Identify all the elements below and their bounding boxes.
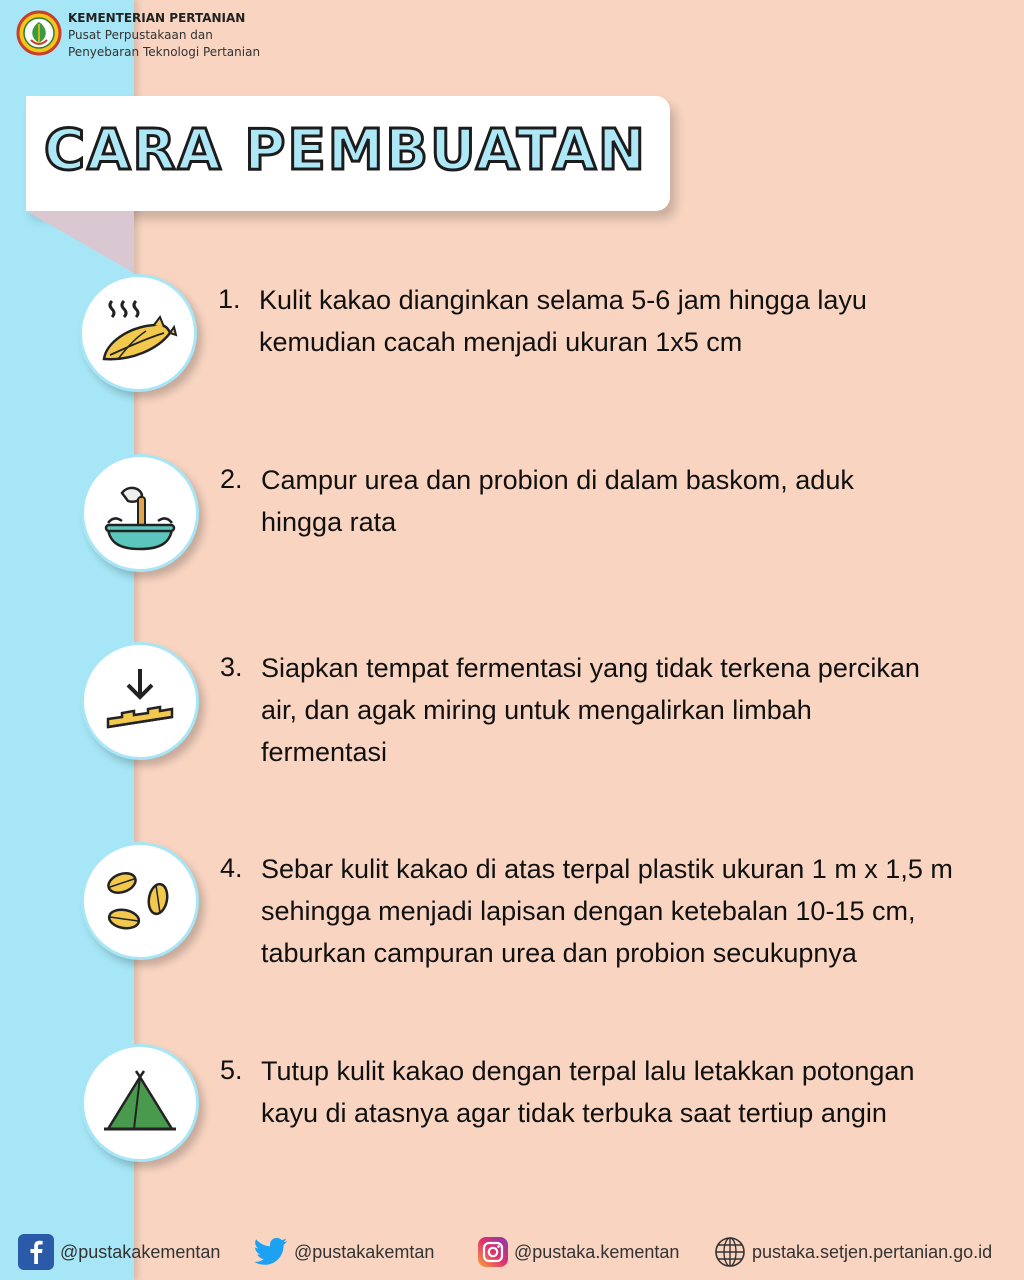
- facebook-link[interactable]: [18, 1232, 220, 1272]
- step-1-icon-circle: [79, 274, 197, 392]
- globe-icon: [714, 1236, 746, 1268]
- footer: [0, 1232, 1024, 1272]
- tarp-tent-icon: [100, 1063, 180, 1143]
- org-name: KEMENTERIAN PERTANIAN: [68, 11, 246, 25]
- step-4-number: 4.: [220, 853, 243, 883]
- org-line-2: Penyebaran Teknologi Pertanian: [68, 45, 261, 59]
- facebook-handle: @pustakakementan: [60, 1241, 221, 1262]
- step-5-icon-circle: [81, 1044, 199, 1162]
- ministry-logo-icon: [16, 10, 62, 56]
- step-2-text: [261, 459, 854, 543]
- instagram-link[interactable]: [478, 1232, 679, 1272]
- step-3-line-3: fermentasi: [261, 737, 388, 767]
- mixing-bowl-icon: [100, 473, 180, 553]
- step-5-number: 5.: [220, 1055, 243, 1085]
- step-3-number: 3.: [220, 652, 243, 682]
- step-3-line-2: air, dan agak miring untuk mengalirkan limbah: [261, 695, 812, 725]
- step-4-icon-circle: [81, 842, 199, 960]
- website-url: pustaka.setjen.pertanian.go.id: [752, 1241, 993, 1262]
- step-2-icon-circle: [81, 454, 199, 572]
- cocoa-drying-icon: [98, 293, 178, 373]
- twitter-handle: @pustakakemtan: [294, 1241, 435, 1262]
- step-2-line-1: Campur urea dan probion di dalam baskom, aduk: [261, 465, 854, 495]
- title-card-tail: [26, 211, 134, 273]
- twitter-link[interactable]: [254, 1232, 434, 1272]
- header: [16, 10, 260, 61]
- step-2-line-2: hingga rata: [261, 507, 397, 537]
- twitter-icon: [254, 1237, 288, 1267]
- org-line-1: Pusat Perpustakaan dan: [68, 28, 213, 42]
- page-title: CARA PEMBUATAN: [44, 118, 647, 183]
- fermentation-place-icon: [100, 661, 180, 741]
- step-5-line-1: Tutup kulit kakao dengan terpal lalu letakkan potongan: [261, 1056, 915, 1086]
- org-info: [68, 10, 260, 61]
- step-5-text: [261, 1050, 914, 1134]
- instagram-handle: @pustaka.kementan: [514, 1241, 680, 1262]
- step-4-line-2: sehingga menjadi lapisan dengan ketebalan 10-15 cm,: [261, 896, 916, 926]
- instagram-icon: [478, 1237, 508, 1267]
- step-1-number: 1.: [218, 284, 241, 314]
- step-1-text: [259, 279, 867, 363]
- step-3-line-1: Siapkan tempat fermentasi yang tidak terkena percikan: [261, 653, 920, 683]
- step-2-number: 2.: [220, 464, 243, 494]
- facebook-icon: [18, 1234, 54, 1270]
- step-4-line-1: Sebar kulit kakao di atas terpal plastik ukuran 1 m x 1,5 m: [261, 854, 953, 884]
- step-1-line-1: Kulit kakao dianginkan selama 5-6 jam hingga layu: [259, 285, 867, 315]
- cocoa-pods-icon: [100, 861, 180, 941]
- step-5-line-2: kayu di atasnya agar tidak terbuka saat tertiup angin: [261, 1098, 887, 1128]
- step-1-line-2: kemudian cacah menjadi ukuran 1x5 cm: [259, 327, 743, 357]
- step-4-text: [261, 848, 953, 974]
- website-link[interactable]: [714, 1232, 992, 1272]
- step-4-line-3: taburkan campuran urea dan probion secukupnya: [261, 938, 857, 968]
- step-3-icon-circle: [81, 642, 199, 760]
- step-3-text: [261, 647, 920, 773]
